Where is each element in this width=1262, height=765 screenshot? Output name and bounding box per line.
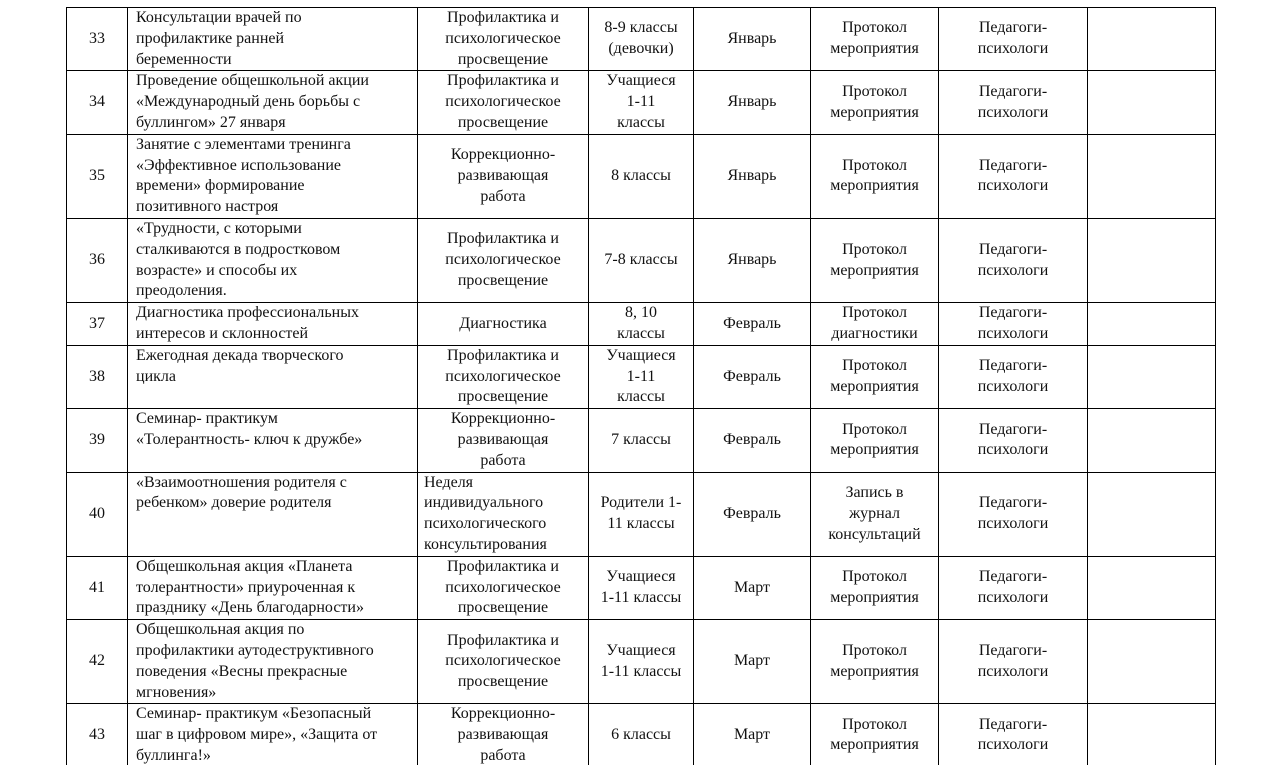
event-title: Консультации врачей по профилактике ранней беременности xyxy=(128,8,418,71)
participants: 6 классы xyxy=(589,704,694,765)
table-row xyxy=(67,303,1216,346)
table-row xyxy=(67,218,1216,302)
work-direction: Профилактика и психологическое просвещение xyxy=(418,620,589,704)
work-direction: Профилактика и психологическое просвещение xyxy=(418,345,589,408)
row-number: 42 xyxy=(67,620,128,704)
work-direction: Неделя индивидуального психологического консультирования xyxy=(418,472,589,556)
event-title: Проведение общешкольной акции «Международный день борьбы с буллингом» 27 января xyxy=(128,71,418,134)
responsible: Педагоги- психологи xyxy=(939,303,1088,346)
responsible: Педагоги- психологи xyxy=(939,556,1088,619)
note-cell xyxy=(1088,134,1216,218)
period: Февраль xyxy=(694,345,811,408)
event-title: «Взаимоотношения родителя с ребенком» доверие родителя xyxy=(128,472,418,556)
work-direction: Профилактика и психологическое просвещение xyxy=(418,71,589,134)
period: Февраль xyxy=(694,303,811,346)
note-cell xyxy=(1088,8,1216,71)
participants: Учащиеся 1-11 классы xyxy=(589,620,694,704)
work-direction: Коррекционно- развивающая работа xyxy=(418,704,589,765)
participants: Учащиеся 1-11 классы xyxy=(589,556,694,619)
table-row xyxy=(67,71,1216,134)
reporting-document: Протокол мероприятия xyxy=(811,556,939,619)
table-row xyxy=(67,134,1216,218)
reporting-document: Запись в журнал консультаций xyxy=(811,472,939,556)
event-title: Занятие с элементами тренинга «Эффективное использование времени» формирование позитивного настроя xyxy=(128,134,418,218)
row-number: 36 xyxy=(67,218,128,302)
note-cell xyxy=(1088,409,1216,472)
work-direction: Коррекционно- развивающая работа xyxy=(418,134,589,218)
reporting-document: Протокол мероприятия xyxy=(811,218,939,302)
responsible: Педагоги- психологи xyxy=(939,704,1088,765)
note-cell xyxy=(1088,704,1216,765)
reporting-document: Протокол мероприятия xyxy=(811,620,939,704)
period: Март xyxy=(694,556,811,619)
responsible: Педагоги- психологи xyxy=(939,8,1088,71)
table-row xyxy=(67,704,1216,765)
work-direction: Профилактика и психологическое просвещение xyxy=(418,8,589,71)
period: Январь xyxy=(694,134,811,218)
note-cell xyxy=(1088,218,1216,302)
table-row xyxy=(67,345,1216,408)
responsible: Педагоги- психологи xyxy=(939,472,1088,556)
work-direction: Профилактика и психологическое просвещение xyxy=(418,556,589,619)
row-number: 37 xyxy=(67,303,128,346)
event-title: «Трудности, с которыми сталкиваются в подростковом возрасте» и способы их преодоления. xyxy=(128,218,418,302)
note-cell xyxy=(1088,472,1216,556)
reporting-document: Протокол мероприятия xyxy=(811,704,939,765)
participants: 8-9 классы (девочки) xyxy=(589,8,694,71)
work-direction: Коррекционно- развивающая работа xyxy=(418,409,589,472)
participants: 8 классы xyxy=(589,134,694,218)
event-title: Семинар- практикум «Безопасный шаг в цифровом мире», «Защита от буллинга!» xyxy=(128,704,418,765)
participants: 7-8 классы xyxy=(589,218,694,302)
event-title: Ежегодная декада творческого цикла xyxy=(128,345,418,408)
table-body xyxy=(67,8,1216,765)
reporting-document: Протокол мероприятия xyxy=(811,8,939,71)
period: Январь xyxy=(694,8,811,71)
work-direction: Профилактика и психологическое просвещение xyxy=(418,218,589,302)
event-title: Диагностика профессиональных интересов и склонностей xyxy=(128,303,418,346)
event-title: Общешкольная акция «Планета толерантности» приуроченная к празднику «День благодарности» xyxy=(128,556,418,619)
table-row xyxy=(67,8,1216,71)
table-row xyxy=(67,409,1216,472)
participants: Учащиеся 1-11 классы xyxy=(589,71,694,134)
participants: Учащиеся 1-11 классы xyxy=(589,345,694,408)
row-number: 40 xyxy=(67,472,128,556)
event-title: Общешкольная акция по профилактики аутодеструктивного поведения «Весны прекрасные мгновения» xyxy=(128,620,418,704)
period: Февраль xyxy=(694,409,811,472)
responsible: Педагоги- психологи xyxy=(939,71,1088,134)
work-direction: Диагностика xyxy=(418,303,589,346)
row-number: 38 xyxy=(67,345,128,408)
period: Март xyxy=(694,704,811,765)
note-cell xyxy=(1088,620,1216,704)
table-row xyxy=(67,472,1216,556)
reporting-document: Протокол диагностики xyxy=(811,303,939,346)
reporting-document: Протокол мероприятия xyxy=(811,71,939,134)
participants: 7 классы xyxy=(589,409,694,472)
row-number: 39 xyxy=(67,409,128,472)
reporting-document: Протокол мероприятия xyxy=(811,409,939,472)
row-number: 41 xyxy=(67,556,128,619)
note-cell xyxy=(1088,71,1216,134)
participants: Родители 1- 11 классы xyxy=(589,472,694,556)
reporting-document: Протокол мероприятия xyxy=(811,134,939,218)
responsible: Педагоги- психологи xyxy=(939,218,1088,302)
period: Март xyxy=(694,620,811,704)
note-cell xyxy=(1088,303,1216,346)
row-number: 34 xyxy=(67,71,128,134)
participants: 8, 10 классы xyxy=(589,303,694,346)
responsible: Педагоги- психологи xyxy=(939,620,1088,704)
responsible: Педагоги- психологи xyxy=(939,134,1088,218)
table-row xyxy=(67,556,1216,619)
responsible: Педагоги- психологи xyxy=(939,409,1088,472)
period: Январь xyxy=(694,71,811,134)
note-cell xyxy=(1088,556,1216,619)
activity-plan-table xyxy=(66,7,1216,765)
row-number: 43 xyxy=(67,704,128,765)
responsible: Педагоги- психологи xyxy=(939,345,1088,408)
table-row xyxy=(67,620,1216,704)
row-number: 33 xyxy=(67,8,128,71)
event-title: Семинар- практикум «Толерантность- ключ к дружбе» xyxy=(128,409,418,472)
period: Январь xyxy=(694,218,811,302)
reporting-document: Протокол мероприятия xyxy=(811,345,939,408)
note-cell xyxy=(1088,345,1216,408)
period: Февраль xyxy=(694,472,811,556)
row-number: 35 xyxy=(67,134,128,218)
